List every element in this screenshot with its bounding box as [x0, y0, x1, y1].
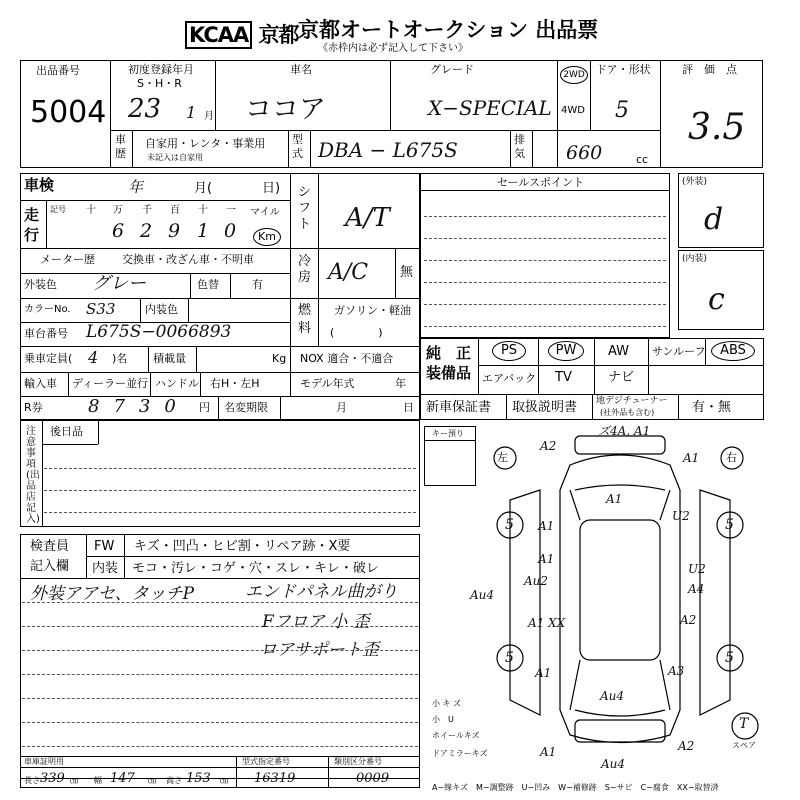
equip-tuner: 地デジチューナー: [596, 396, 668, 406]
capacity-value: 4: [88, 348, 99, 367]
name-change-day: 日: [403, 401, 414, 414]
tire-mark-fr: 5: [725, 517, 734, 533]
sales-point-label: セールスポイント: [497, 176, 585, 189]
form-subtitle: 《赤枠内は必ず記入して下さい》: [318, 43, 468, 54]
cert-label: 車庫証明用: [24, 757, 64, 766]
equip-sunroof: サンルーフ: [652, 345, 706, 358]
width-value: 147: [110, 771, 135, 786]
mark-14: A3: [668, 664, 685, 678]
month-unit: 月: [204, 111, 214, 122]
height-unit: ㎝: [220, 776, 228, 785]
fuel-options: ガソリン・軽油: [334, 304, 411, 317]
interior-value: c: [708, 282, 725, 317]
color-value: グレー: [92, 273, 146, 294]
mark-1: A2: [540, 439, 557, 453]
tire-mark-rr: 5: [725, 650, 734, 666]
fuel-other: ( ): [330, 326, 383, 339]
shift-value: A/T: [345, 203, 390, 233]
mileage-unit-1: 十: [86, 205, 96, 216]
mileage-label: 走行: [24, 206, 40, 244]
key-label: キー預り: [432, 429, 464, 438]
equip-aw: AW: [608, 344, 630, 359]
car-name-label: 車名: [290, 63, 312, 76]
nox-label: NOX 適合・不適合: [300, 352, 394, 365]
capacity-label: 乗車定員(: [24, 352, 73, 365]
color-label: 外装色: [24, 278, 57, 291]
car-damage-diagram: [480, 430, 760, 770]
listing-number-label: 出品番号: [36, 64, 80, 77]
mileage-unit-4: 百: [170, 205, 180, 216]
inspector-note-4: ロアサポート歪: [260, 640, 379, 660]
equip-warranty: 新車保証書: [426, 400, 492, 415]
inspector-label-2: 記入欄: [30, 559, 70, 574]
mileage-mile-label: マイル: [250, 207, 280, 218]
exterior-value: d: [704, 202, 724, 237]
mileage-digit-3: 9: [168, 220, 181, 242]
mark-17: A2: [678, 739, 695, 753]
registration-label: 初度登録年月: [128, 63, 194, 76]
shaken-day: 日): [262, 181, 281, 196]
equip-tuner-value: 有・無: [692, 400, 732, 415]
recycle-unit: 円: [199, 401, 210, 414]
mark-9: A4: [688, 582, 705, 596]
shaken-year: 年: [128, 178, 144, 196]
mark-13: A1: [535, 666, 552, 680]
name-change-month: 月: [336, 401, 347, 414]
score-value: 3.5: [688, 107, 746, 148]
exterior-label: (外装): [682, 177, 708, 187]
history-note: 未記入は自家用: [147, 153, 203, 162]
notes-label: 注意事項(出品店記入): [26, 426, 40, 525]
color-no-value: S33: [86, 300, 116, 318]
type-number-value: 16319: [254, 771, 296, 786]
mark-2: A1: [683, 451, 700, 465]
shift-label: シフト: [298, 185, 312, 232]
handle-options: 右H・左H: [210, 377, 260, 390]
mileage-unit-3: 千: [142, 205, 152, 216]
load-label: 積載量: [153, 352, 186, 365]
length-unit: ㎝: [70, 776, 78, 785]
legend-small-3: ホイールキズ: [432, 731, 480, 740]
width-label: 幅: [94, 776, 102, 785]
score-label: 評 価 点: [682, 63, 737, 76]
mileage-digit-5: 0: [224, 220, 237, 242]
equip-tv: TV: [555, 370, 572, 385]
tire-mark-rl: 5: [505, 650, 514, 666]
drive-4wd: 4WD: [561, 105, 585, 116]
displacement-label: 排気: [514, 133, 525, 160]
color-no-label: カラーNo.: [24, 304, 71, 315]
registration-year: 23: [128, 94, 162, 124]
length-label: 長さ: [24, 776, 40, 785]
legend-small-1: 小 キ ズ: [432, 699, 462, 708]
spare-label: スペア: [732, 741, 756, 750]
height-label: 高さ: [166, 776, 182, 785]
door-value: 5: [615, 98, 629, 123]
sales-point-box: [420, 173, 670, 338]
equip-airbag: エアバック: [482, 372, 537, 385]
fuel-label: 燃料: [298, 303, 312, 336]
inspector-note-3: Fフロア 小 歪: [262, 612, 370, 632]
mileage-unit-6: 一: [226, 205, 236, 216]
notes-sub-label: 後日品: [50, 425, 83, 438]
mark-7: U2: [688, 562, 706, 576]
inspector-note-1: 外装アアセ、タッチP: [30, 584, 195, 604]
form-title: 京都オートオークション 出品票: [298, 18, 599, 42]
model-value: DBA − L675S: [318, 138, 458, 162]
mileage-km-unit: Km: [253, 228, 281, 246]
aircon-label: 冷房: [298, 254, 312, 285]
mark-3: A1: [606, 492, 623, 506]
equip-ps: PS: [492, 341, 526, 361]
history-options: 自家用・レンタ・事業用: [145, 137, 266, 150]
shaken-month: 月(: [194, 181, 213, 196]
inspector-interior-text: モコ・汚レ・コゲ・穴・スレ・キレ・破レ: [132, 561, 379, 576]
kcaa-logo: KCAA 京都: [185, 19, 299, 49]
length-value: 339: [40, 771, 65, 786]
inspector-fw-text: キズ・凹凸・ヒビ割・リペア跡・X要: [134, 539, 351, 554]
load-unit: Kg: [272, 352, 287, 365]
registration-month: 1: [186, 103, 197, 122]
color-change-value: 有: [252, 278, 263, 291]
model-year-label: モデル年式: [300, 377, 355, 390]
interior-label: (内装): [682, 254, 708, 264]
handle-label: ハンドル: [155, 377, 199, 390]
door-label: ドア・形状: [596, 63, 651, 76]
diagram-right-label: 右: [726, 451, 737, 464]
aircon-none: 無: [400, 265, 414, 280]
inspector-label-1: 検査員: [30, 539, 70, 554]
recycle-value: 8730: [88, 396, 190, 417]
equip-navi: ナビ: [608, 370, 635, 385]
registration-era: S・H・R: [137, 77, 182, 90]
recycle-label: R券: [24, 401, 43, 414]
meter-history-label: メーター歴: [40, 253, 95, 266]
car-name: ココア: [245, 94, 326, 125]
diagram-top-mark: ズ4A, A1: [598, 424, 651, 438]
width-unit: ㎝: [148, 776, 156, 785]
mark-6: A1: [538, 552, 555, 566]
import-label: 輸入車: [24, 377, 57, 390]
history-label: 車歴: [115, 133, 126, 160]
equip-manual: 取扱説明書: [512, 400, 578, 415]
type-number-label: 型式指定番号: [242, 757, 290, 766]
model-label: 型式: [292, 133, 303, 160]
model-year-unit: 年: [395, 377, 406, 390]
color-change-label: 色替: [197, 278, 219, 291]
mark-12: A2: [680, 613, 697, 627]
diagram-left-label: 左: [497, 451, 508, 464]
equipment-label-1: 純 正: [426, 344, 472, 362]
chassis-label: 車台番号: [24, 327, 68, 340]
grade-label: グレード: [430, 63, 474, 76]
equip-abs: ABS: [711, 341, 755, 361]
mark-15: Au4: [600, 689, 625, 703]
spare-mark: T: [739, 716, 749, 732]
meter-history-options: 交換車・改ざん車・不明車: [122, 253, 254, 266]
mileage-digit-2: 2: [140, 220, 153, 242]
import-dealer: ディーラー並行: [72, 377, 149, 390]
inspector-note-2: エンドパネル曲がり: [245, 582, 398, 602]
tire-mark-fl: 5: [505, 517, 514, 533]
inspector-interior-label: 内装: [92, 561, 119, 576]
class-number-value: 0009: [356, 771, 390, 786]
aircon-value: A/C: [328, 260, 369, 285]
equipment-label-2: 装備品: [426, 364, 472, 382]
capacity-unit: )名: [112, 352, 128, 365]
displacement-unit: cc: [636, 153, 649, 166]
equip-pw: PW: [548, 341, 584, 361]
displacement-value: 660: [566, 142, 603, 164]
legend-small-2: 小 U: [432, 715, 454, 724]
mark-11: A1 XX: [528, 616, 566, 630]
mark-18: Au4: [601, 757, 626, 771]
drive-2wd: 2WD: [560, 66, 588, 84]
shaken-label: 車検: [24, 176, 55, 194]
equip-tuner-note: (社外品も含む): [600, 408, 655, 417]
mark-5: U2: [672, 509, 690, 523]
mileage-digit-4: 1: [197, 220, 210, 242]
mark-8: Au2: [524, 574, 549, 588]
mileage-code-label: 記号: [50, 205, 66, 214]
damage-legend: A−線キズ M−調整跡 U−凹み W−補修跡 S−サビ C−腐食 XX−取替済: [432, 783, 719, 792]
name-change-label: 名変期限: [224, 401, 268, 414]
mileage-unit-2: 万: [113, 205, 123, 216]
mileage-digit-1: 6: [112, 220, 125, 242]
mark-10: Au4: [470, 588, 495, 602]
legend-small-4: ドアミラーキズ: [432, 749, 488, 758]
inspector-fw: FW: [94, 539, 115, 554]
mileage-unit-5: 十: [198, 205, 208, 216]
listing-number: 5004: [30, 95, 107, 130]
height-value: 153: [186, 771, 211, 786]
mark-16: A1: [540, 745, 557, 759]
chassis-value: L675S−0066893: [86, 322, 232, 342]
mark-4: A1: [538, 519, 555, 533]
interior-color-label: 内装色: [145, 303, 178, 316]
grade-value: X−SPECIAL: [428, 96, 552, 120]
class-number-label: 類別区分番号: [334, 757, 382, 766]
